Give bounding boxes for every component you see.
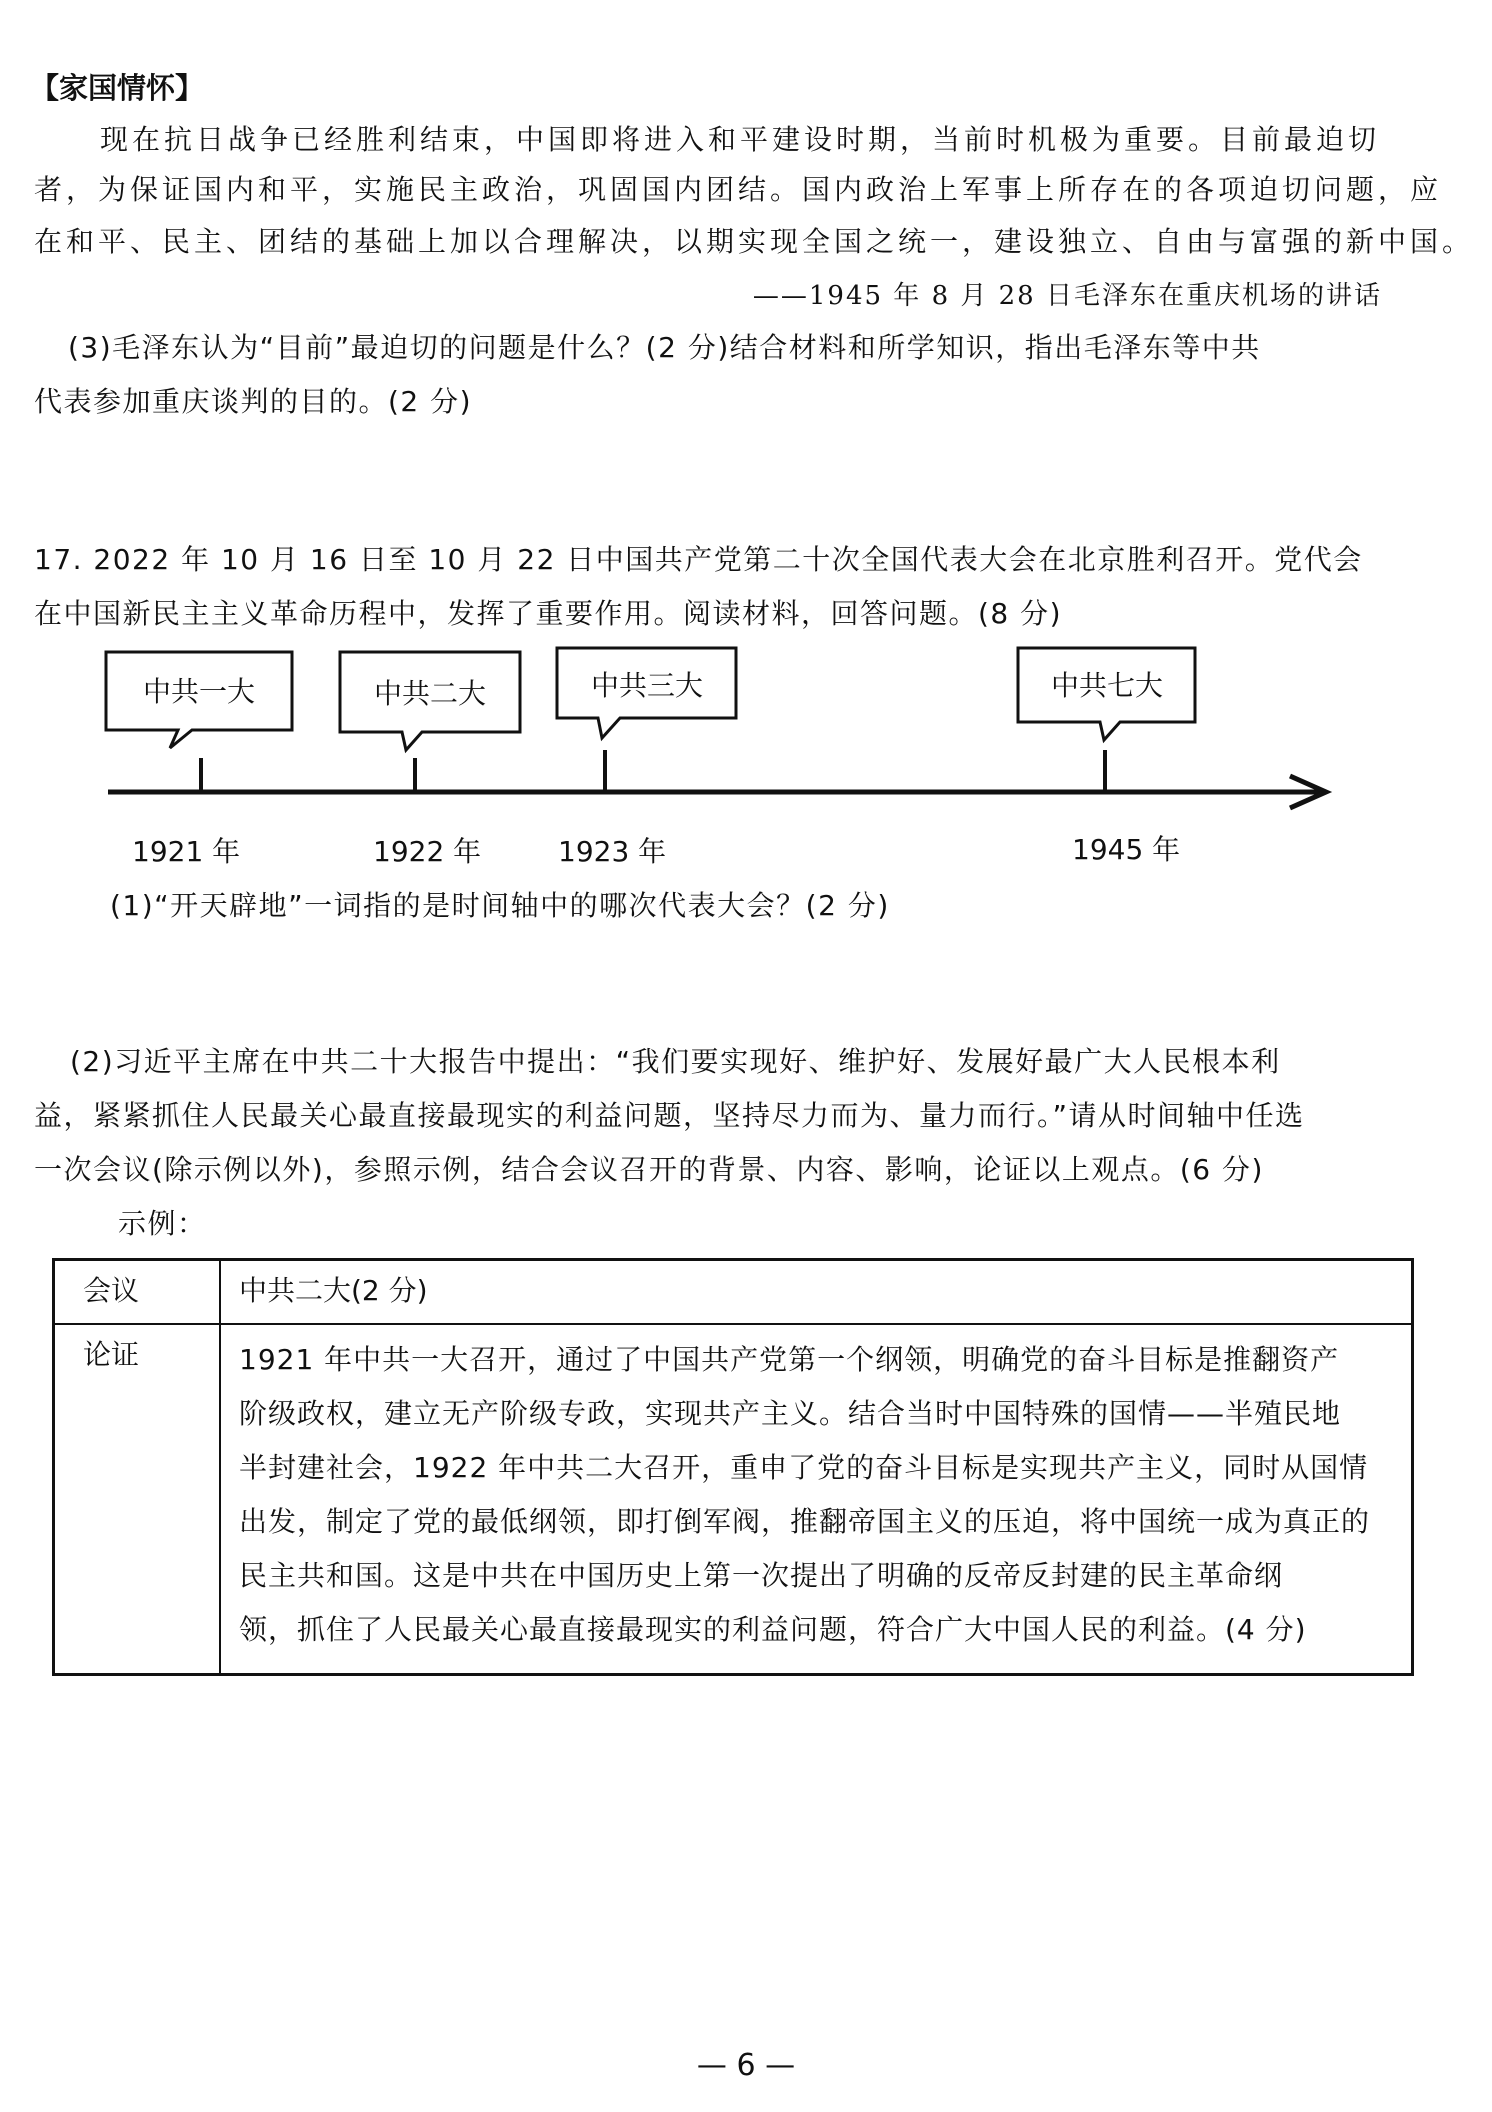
example-answer-table bbox=[52, 1258, 1414, 1676]
argument-line-2: 阶级政权，建立无产阶级专政，实现共产主义。结合当时中国特殊的国情——半殖民地 bbox=[239, 1397, 1342, 1430]
party-congress-timeline bbox=[90, 640, 1350, 890]
question-16-3-line-1: (3)毛泽东认为“目前”最迫切的问题是什么？(2 分)结合材料和所学知识，指出毛泽东等中共 bbox=[68, 331, 1261, 364]
table-value-meeting: 中共二大(2 分) bbox=[220, 1260, 1413, 1325]
table-head-meeting: 会议 bbox=[54, 1260, 221, 1325]
table-head-argument: 论证 bbox=[54, 1324, 221, 1675]
question-17-2-line-3: 一次会议(除示例以外)，参照示例，结合会议召开的背景、内容、影响，论证以上观点。(6 分) bbox=[34, 1153, 1264, 1186]
quote-source: ——1945 年 8 月 28 日毛泽东在重庆机场的讲话 bbox=[752, 281, 1382, 311]
question-16-3-line-2: 代表参加重庆谈判的目的。(2 分) bbox=[34, 385, 473, 418]
argument-line-1: 1921 年中共一大召开，通过了中国共产党第一个纲领，明确党的奋斗目标是推翻资产 bbox=[239, 1343, 1340, 1376]
question-17-2-line-2: 益，紧紧抓住人民最关心最直接最现实的利益问题，坚持尽力而为、量力而行。”请从时间轴中任选 bbox=[34, 1099, 1305, 1132]
argument-line-5: 民主共和国。这是中共在中国历史上第一次提出了明确的反帝反封建的民主革命纲 bbox=[239, 1559, 1284, 1592]
table-row-meeting bbox=[54, 1260, 1413, 1325]
table-value-argument bbox=[220, 1324, 1413, 1675]
question-17-intro-line-2: 在中国新民主主义革命历程中，发挥了重要作用。阅读材料，回答问题。(8 分) bbox=[34, 597, 1063, 630]
congress-label-1: 中共一大 bbox=[142, 675, 255, 708]
question-17-1: (1)“开天辟地”一词指的是时间轴中的哪次代表大会？(2 分) bbox=[110, 889, 890, 922]
year-label-1921: 1921 年 bbox=[132, 835, 241, 868]
argument-line-4: 出发，制定了党的最低纲领，即打倒军阀，推翻帝国主义的压迫，将中国统一成为真正的 bbox=[239, 1505, 1371, 1538]
congress-label-3: 中共三大 bbox=[590, 669, 703, 702]
quote-line-1: 现在抗日战争已经胜利结束，中国即将进入和平建设时期，当前时机极为重要。目前最迫切 bbox=[100, 123, 1381, 156]
argument-line-6: 领，抓住了人民最关心最直接最现实的利益问题，符合广大中国人民的利益。(4 分) bbox=[239, 1613, 1307, 1646]
table-row-argument bbox=[54, 1324, 1413, 1675]
year-label-1922: 1922 年 bbox=[373, 835, 482, 868]
congress-label-2: 中共二大 bbox=[373, 677, 486, 710]
question-17-2-line-1: (2)习近平主席在中共二十大报告中提出：“我们要实现好、维护好、发展好最广大人民根本利 bbox=[70, 1045, 1281, 1078]
year-label-1945: 1945 年 bbox=[1072, 833, 1181, 866]
quote-line-3: 在和平、民主、团结的基础上加以合理解决，以期实现全国之统一，建设独立、自由与富强的新中国。 bbox=[34, 225, 1475, 258]
year-label-1923: 1923 年 bbox=[558, 835, 667, 868]
example-label: 示例： bbox=[118, 1207, 207, 1240]
congress-label-7: 中共七大 bbox=[1050, 669, 1163, 702]
quote-line-2: 者，为保证国内和平，实施民主政治，巩固国内团结。国内政治上军事上所存在的各项迫切问题，应 bbox=[34, 173, 1443, 206]
question-17-intro-line-1: 17. 2022 年 10 月 16 日至 10 月 22 日中国共产党第二十次全国代表大会在北京胜利召开。党代会 bbox=[34, 543, 1363, 576]
page-number: — 6 — bbox=[696, 2048, 796, 2083]
section-title: 【家国情怀】 bbox=[30, 71, 205, 105]
argument-line-3: 半封建社会，1922 年中共二大召开，重申了党的奋斗目标是实现共产主义，同时从国情 bbox=[239, 1451, 1369, 1484]
